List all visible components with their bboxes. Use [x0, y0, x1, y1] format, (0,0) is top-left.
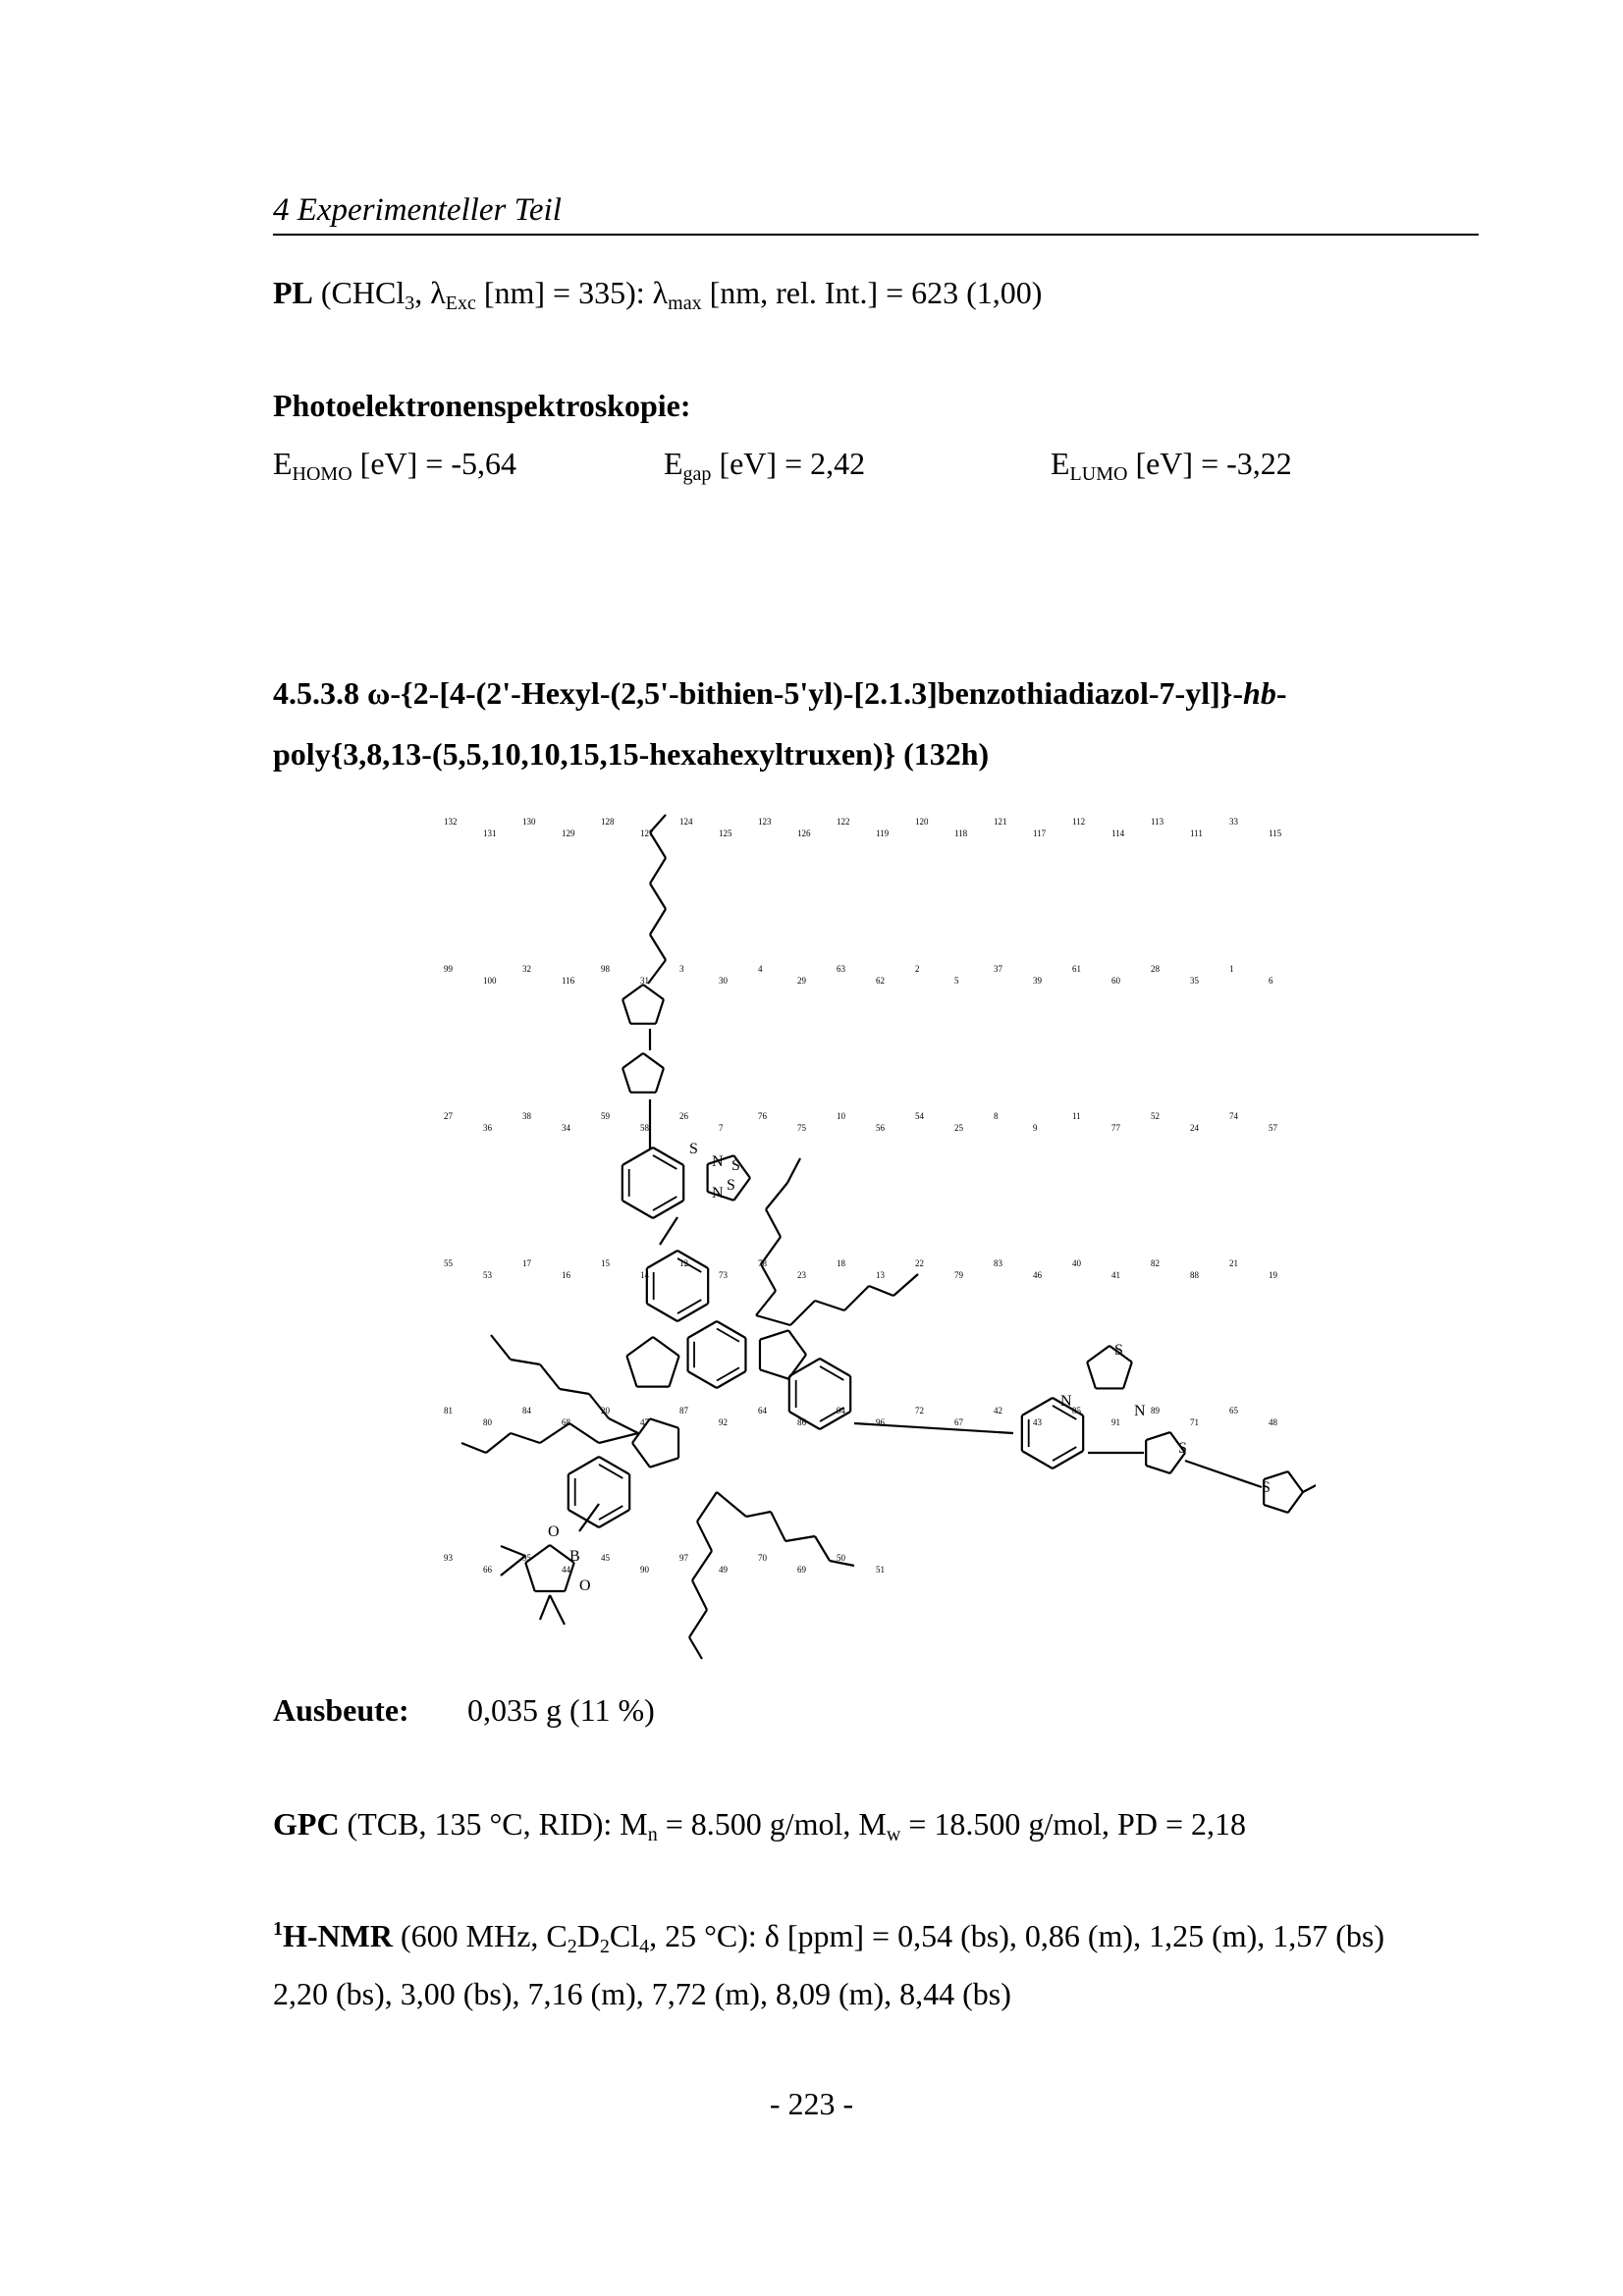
structure-label: 61 [1072, 964, 1081, 974]
gpc-line [273, 1804, 1246, 1843]
structure-label: 51 [876, 1565, 885, 1575]
nmr-sup: 1 [273, 1918, 283, 1940]
bond [820, 1412, 850, 1429]
bond [815, 1301, 844, 1310]
bond [788, 1355, 806, 1379]
structure-label: 132 [444, 817, 458, 827]
structure-label: 53 [483, 1270, 492, 1280]
structure-label: 63 [837, 964, 845, 974]
bond [689, 1637, 702, 1659]
bond [550, 1595, 565, 1625]
nmr-sub: 4 [639, 1936, 650, 1957]
structure-label: O [579, 1577, 591, 1594]
bond [511, 1433, 540, 1443]
structure-label: 27 [444, 1111, 453, 1121]
structure-label: 18 [837, 1258, 845, 1268]
bond [647, 1251, 677, 1268]
bond [756, 1315, 790, 1325]
bond [461, 1443, 486, 1453]
yield-label: Ausbeute: [273, 1692, 409, 1728]
pl-text: [nm] = 335): λ [475, 275, 669, 310]
structure-label: 68 [562, 1417, 570, 1427]
bond [1022, 1451, 1053, 1468]
bond [660, 1217, 677, 1245]
structure-label: 1 [1229, 964, 1234, 974]
structure-label: B [569, 1548, 580, 1565]
structure-label: 115 [1269, 828, 1282, 838]
pl-text: [nm, rel. Int.] = 623 (1,00) [701, 275, 1043, 310]
structure-label: 22 [915, 1258, 924, 1268]
structure-label: 118 [954, 828, 968, 838]
page-number: - 223 - [769, 2086, 854, 2121]
structure-label: 42 [994, 1406, 1002, 1415]
bond [599, 1457, 629, 1474]
structure-label: 41 [1111, 1270, 1120, 1280]
structure-label: 82 [1151, 1258, 1160, 1268]
structure-label: 48 [1269, 1417, 1277, 1427]
structure-label: 96 [876, 1417, 885, 1427]
bond [650, 1458, 678, 1467]
bond [525, 1563, 534, 1591]
pl-label: PL [273, 275, 313, 310]
pl-sub: 3 [405, 293, 415, 314]
bond [632, 1443, 650, 1468]
heading-italic: hb [1243, 675, 1276, 711]
structure-label: 45 [601, 1553, 610, 1563]
gpc-text: = 18.500 g/mol, PD = 2,18 [900, 1806, 1246, 1842]
bond [815, 1536, 830, 1561]
bond [844, 1286, 869, 1310]
gpc-text: (TCB, 135 °C, RID): M [339, 1806, 648, 1842]
structure-label: 125 [719, 828, 732, 838]
bond [869, 1286, 893, 1296]
chemical-structure [432, 805, 1316, 1669]
section-heading-line1 [273, 673, 1286, 713]
structure-label: S [1262, 1479, 1271, 1496]
bond [511, 1360, 540, 1364]
structure-label: 21 [1229, 1258, 1238, 1268]
bond [756, 1291, 776, 1315]
structure-label: 97 [679, 1553, 688, 1563]
bond [1264, 1505, 1288, 1513]
bond [1146, 1466, 1170, 1473]
structure-label: 78 [758, 1258, 767, 1268]
running-header [273, 192, 1479, 236]
structure-label: 37 [994, 964, 1002, 974]
structure-label: 119 [876, 828, 890, 838]
nmr-line1 [273, 1916, 1384, 1955]
bond [599, 1506, 622, 1520]
structure-label: 70 [758, 1553, 767, 1563]
bond [677, 1300, 701, 1313]
structure-label: 49 [719, 1565, 728, 1575]
structure-label: 16 [562, 1270, 570, 1280]
bond [717, 1321, 745, 1338]
structure-label: 32 [522, 964, 531, 974]
structure-label: S [689, 1141, 698, 1157]
nmr-sub: 2 [567, 1936, 577, 1957]
bond [599, 1465, 622, 1478]
structure-label: 26 [679, 1111, 688, 1121]
structure-label: 3 [679, 964, 684, 974]
bond [717, 1371, 745, 1388]
bond [626, 1337, 653, 1356]
bond [771, 1512, 785, 1541]
structure-label: 34 [562, 1123, 570, 1133]
structure-label: 121 [994, 817, 1007, 827]
pes-values [273, 444, 1479, 483]
structure-label: 39 [1033, 976, 1042, 986]
structure-label: 9 [1033, 1123, 1038, 1133]
bond [717, 1328, 739, 1341]
structure-label: 91 [1111, 1417, 1120, 1427]
structure-label: 120 [915, 817, 929, 827]
structure-label: 111 [1190, 828, 1203, 838]
structure-label: 43 [1033, 1417, 1042, 1427]
structure-label: 99 [444, 964, 453, 974]
structure-label: 52 [1151, 1111, 1160, 1121]
structure-label: 117 [1033, 828, 1047, 838]
nmr-text: , 25 °C): δ [ppm] = 0,54 (bs), 0,86 (m), 1,25 (m), 1,57 (bs) [649, 1918, 1385, 1953]
structure-label: 25 [954, 1123, 963, 1133]
structure-label: 31 [640, 976, 649, 986]
structure-label: 56 [876, 1123, 885, 1133]
structure-label: 12 [679, 1258, 688, 1268]
structure-label: 5 [954, 976, 959, 986]
structure-label: 50 [837, 1553, 845, 1563]
structure-label: 75 [797, 1123, 806, 1133]
structure-label: 123 [758, 817, 772, 827]
bond [643, 985, 664, 999]
bond [760, 1330, 788, 1339]
yield-line [273, 1690, 655, 1730]
structure-label: 24 [1190, 1123, 1199, 1133]
bond [1053, 1451, 1083, 1468]
gpc-text: = 8.500 g/mol, M [657, 1806, 887, 1842]
bond [647, 1304, 677, 1321]
nmr-sub: 2 [599, 1936, 610, 1957]
bond [789, 1359, 820, 1376]
structure-label: 74 [1229, 1111, 1238, 1121]
nmr-label: H-NMR [283, 1918, 393, 1953]
bond [746, 1512, 771, 1517]
nmr-line2: 2,20 (bs), 3,00 (bs), 7,16 (m), 7,72 (m), 8,09 (m), 8,44 (bs) [273, 1976, 1011, 2011]
structure-label: 29 [797, 976, 806, 986]
bond [540, 1364, 560, 1389]
pl-text: , λ [414, 275, 446, 310]
bond [622, 985, 643, 999]
structure-label: 20 [601, 1406, 610, 1415]
structure-label: O [548, 1523, 560, 1540]
bond [540, 1595, 550, 1620]
structure-label: 11 [1072, 1111, 1081, 1121]
bond [648, 960, 666, 984]
structure-label: 35 [1190, 976, 1199, 986]
structure-label: 23 [797, 1270, 806, 1280]
bond [1303, 1480, 1316, 1492]
structure-label: N [712, 1185, 724, 1201]
structure-label: 67 [954, 1417, 963, 1427]
structure-label: 17 [522, 1258, 531, 1268]
bond [669, 1356, 678, 1386]
structure-label: 36 [483, 1123, 492, 1133]
gpc-sub: w [886, 1824, 901, 1845]
bond [650, 1418, 678, 1427]
structure-label: 10 [837, 1111, 845, 1121]
structure-label: 81 [444, 1406, 453, 1415]
structure-label: 8 [994, 1111, 999, 1121]
bond [656, 1068, 664, 1093]
bond [790, 1301, 815, 1325]
bond [653, 1337, 679, 1356]
bond [1146, 1432, 1170, 1440]
structure-label: 69 [797, 1565, 806, 1575]
bond [1022, 1398, 1053, 1415]
structure-label: 87 [679, 1406, 688, 1415]
structure-label: 113 [1151, 817, 1164, 827]
structure-label: S [1178, 1440, 1187, 1457]
bond [688, 1371, 717, 1388]
bond [560, 1389, 589, 1394]
structure-label: 100 [483, 976, 497, 986]
bond [569, 1423, 599, 1443]
gap-value: $E_{gap}$ [eV] = 2,42 [664, 446, 866, 485]
bond [653, 1201, 683, 1218]
gpc-sub: n [647, 1824, 658, 1845]
nmr-text: Cl [609, 1918, 640, 1953]
nmr-text: D [576, 1918, 600, 1953]
structure-label: 90 [640, 1565, 649, 1575]
section-heading-line2: poly{3,8,13-(5,5,10,10,15,15-hexahexyltruxen)} (132h) [273, 736, 990, 772]
structure-label: 19 [1269, 1270, 1277, 1280]
structure-svg [432, 805, 1316, 1669]
bond [643, 1053, 664, 1068]
structure-label: 15 [601, 1258, 610, 1268]
bond [1123, 1362, 1132, 1389]
bond [893, 1274, 918, 1296]
structure-label: 65 [1229, 1406, 1238, 1415]
bond [609, 1418, 638, 1433]
structure-label: 6 [1269, 976, 1273, 986]
heading-text: - [1275, 675, 1287, 711]
bond [717, 1367, 739, 1380]
structure-label: 112 [1072, 817, 1086, 827]
structure-label: 124 [679, 817, 693, 827]
bond [785, 1536, 815, 1541]
bond [650, 858, 666, 883]
bond [820, 1359, 850, 1376]
bond [568, 1457, 599, 1474]
bond [599, 1510, 629, 1527]
lumo-value: $E_{LUMO}$ [eV] = -3,22 [1051, 446, 1292, 485]
structure-label: 55 [444, 1258, 453, 1268]
bond [788, 1330, 806, 1355]
structure-label: 114 [1111, 828, 1125, 838]
structure-label: N [1134, 1403, 1146, 1419]
bond [1053, 1447, 1076, 1461]
structure-label: 88 [1190, 1270, 1199, 1280]
bond [1288, 1492, 1303, 1513]
bond [486, 1433, 511, 1453]
bond [677, 1304, 708, 1321]
nmr-text: (600 MHz, C [392, 1918, 568, 1953]
bond [650, 883, 666, 909]
structure-label: 4 [758, 964, 763, 974]
structure-label: 94 [837, 1406, 845, 1415]
heading-text: 4.5.3.8 ω-{2-[4-(2'-Hexyl-(2,5'-bithien-5'yl)-[2.1.3]benzothiadiazol-7-yl]}- [273, 675, 1244, 711]
structure-label: S [727, 1177, 735, 1194]
structure-label: 59 [601, 1111, 610, 1121]
structure-label: S [731, 1157, 740, 1174]
structure-label: 47 [640, 1417, 649, 1427]
structure-label: 58 [640, 1123, 649, 1133]
structure-label: N [712, 1153, 724, 1170]
structure-label: 54 [915, 1111, 924, 1121]
structure-label: 128 [601, 817, 615, 827]
structure-label: 86 [797, 1417, 806, 1427]
structure-label: 116 [562, 976, 575, 986]
bond [820, 1366, 843, 1380]
bond [653, 1148, 683, 1165]
structure-label: 38 [522, 1111, 531, 1121]
bond [622, 1148, 653, 1165]
chapter-title: 4 Experimenteller Teil [273, 192, 562, 228]
bond [733, 1178, 750, 1201]
bond [653, 1155, 676, 1169]
bond [622, 1053, 643, 1068]
pl-text: (CHCl [312, 275, 406, 310]
structure-label: 126 [797, 828, 811, 838]
bond [697, 1522, 712, 1551]
bond [760, 1369, 788, 1378]
structure-label: 129 [562, 828, 575, 838]
structure-label: 80 [483, 1417, 492, 1427]
structure-label: 73 [719, 1270, 728, 1280]
structure-label: 85 [1072, 1406, 1081, 1415]
pes-heading: Photoelektronenspektroskopie: [273, 388, 691, 423]
structure-label: 46 [1033, 1270, 1042, 1280]
bond [1185, 1461, 1262, 1487]
bond [626, 1356, 636, 1386]
bond [787, 1158, 800, 1183]
structure-label: 13 [876, 1270, 885, 1280]
bond [692, 1551, 712, 1580]
bond [491, 1335, 511, 1360]
structure-label: N [1060, 1393, 1072, 1410]
structure-label: 92 [719, 1417, 728, 1427]
structure-label: 84 [522, 1406, 531, 1415]
structure-label: 127 [640, 828, 654, 838]
gpc-label: GPC [273, 1806, 340, 1842]
bond [1087, 1362, 1096, 1389]
bond [622, 1068, 630, 1093]
structure-label: 130 [522, 817, 536, 827]
bond [766, 1209, 781, 1237]
structure-label: 40 [1072, 1258, 1081, 1268]
structure-label: 66 [483, 1565, 492, 1575]
bond [656, 999, 664, 1024]
bond [650, 909, 666, 934]
homo-value: $E_{HOMO}$ [eV] = -5,64 [273, 446, 516, 485]
structure-label: 44 [562, 1565, 570, 1575]
structure-label: 2 [915, 964, 920, 974]
structure-label: 95 [522, 1553, 531, 1563]
pl-sub: max [668, 293, 702, 314]
structure-label: 60 [1111, 976, 1120, 986]
structure-label: 76 [758, 1111, 767, 1121]
bond [697, 1492, 717, 1522]
bond [1087, 1346, 1109, 1362]
structure-label: 30 [719, 976, 728, 986]
pl-line [273, 273, 1042, 312]
pl-sub: Exc [445, 293, 476, 314]
structure-label: 71 [1190, 1417, 1199, 1427]
bond [689, 1610, 707, 1637]
structure-label: 122 [837, 817, 850, 827]
yield-value: 0,035 g (11 %) [467, 1692, 655, 1728]
structure-label: 7 [719, 1123, 724, 1133]
structure-label: 62 [876, 976, 885, 986]
bond [761, 1264, 776, 1291]
structure-label: 98 [601, 964, 610, 974]
bond [622, 999, 630, 1024]
structure-label: 72 [915, 1406, 924, 1415]
bond [717, 1492, 746, 1517]
bond [1288, 1471, 1303, 1492]
structure-label: 77 [1111, 1123, 1120, 1133]
structure-label: 89 [1151, 1406, 1160, 1415]
bond [653, 1197, 676, 1210]
structure-label: 64 [758, 1406, 767, 1415]
bond [622, 1201, 653, 1218]
structure-label: 33 [1229, 817, 1238, 827]
bond [692, 1580, 707, 1610]
structure-label: 131 [483, 828, 497, 838]
structure-label: 93 [444, 1553, 453, 1563]
structure-label: 83 [994, 1258, 1002, 1268]
bond [766, 1183, 787, 1209]
structure-label: S [1114, 1342, 1123, 1359]
structure-label: 57 [1269, 1123, 1277, 1133]
bond [650, 934, 666, 960]
structure-label: 14 [640, 1270, 649, 1280]
bond [1264, 1471, 1288, 1479]
structure-label: 28 [1151, 964, 1160, 974]
structure-label: 79 [954, 1270, 963, 1280]
bond [688, 1321, 717, 1338]
